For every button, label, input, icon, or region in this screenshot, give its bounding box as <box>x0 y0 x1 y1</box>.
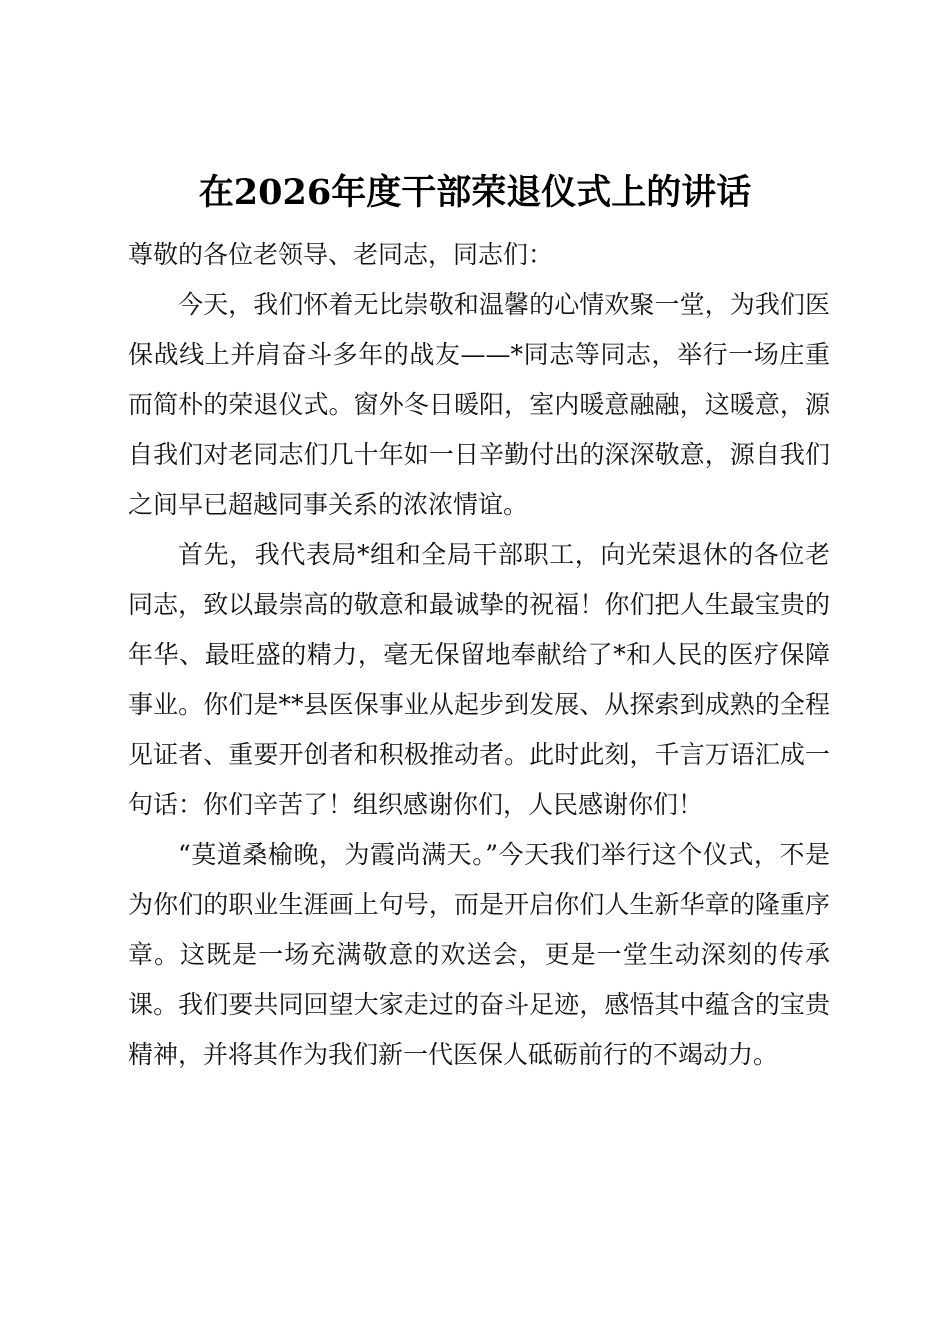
paragraph-legacy: “莫道桑榆晚，为霞尚满天。”今天我们举行这个仪式，不是为你们的职业生涯画上句号，而是开启你们人生新华章的隆重序章。这既是一场充满敬意的欢送会，更是一堂生动深刻的传承课。我们要共同回望大家走过的奋斗足迹，感悟其中蕴含的宝贵精神，并将其作为我们新一代医保人砥砺前行的不竭动力。 <box>128 840 830 1069</box>
paragraph-opening: 今天，我们怀着无比崇敬和温馨的心情欢聚一堂，为我们医保战线上并肩奋斗多年的战友——*同志等同志，举行一场庄重而简朴的荣退仪式。窗外冬日暖阳，室内暖意融融，这暖意，源自我们对老同志们几十年如一日辛勤付出的深深敬意，源自我们之间早已超越同事关系的浓浓情谊。 <box>128 290 830 519</box>
document-title: 在2026年度干部荣退仪式上的讲话 <box>198 172 752 213</box>
paragraph-tribute: 首先，我代表局*组和全局干部职工，向光荣退休的各位老同志，致以最崇高的敬意和最诚挚的祝福！你们把人生最宝贵的年华、最旺盛的精力，毫无保留地奉献给了*和人民的医疗保障事业。你们是**县医保事业从起步到发展、从探索到成熟的全程见证者、重要开创者和积极推动者。此时此刻，千言万语汇成一句话：你们辛苦了！组织感谢你们，人民感谢你们！ <box>128 540 830 819</box>
document-body <box>128 230 830 1080</box>
salutation: 尊敬的各位老领导、老同志，同志们： <box>128 240 554 269</box>
